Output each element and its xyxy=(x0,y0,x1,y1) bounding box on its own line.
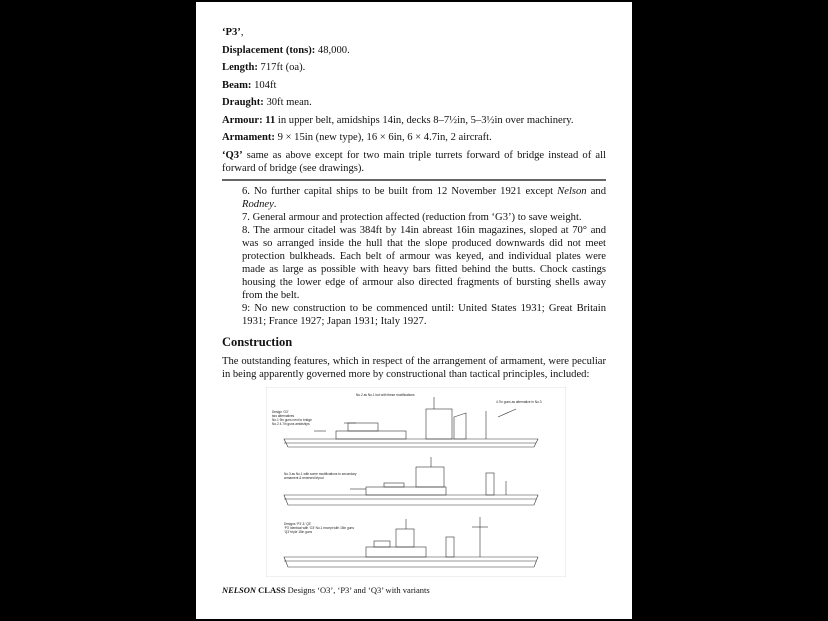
figure-label: No.1 9in guns next to bridge xyxy=(272,417,312,422)
note-6: 6. No further capital ships to be built from 12 November 1921 except Nelson and Rodney. xyxy=(242,185,606,210)
spec-line: Beam: 104ft xyxy=(222,79,277,91)
figure-label: Design ‘O3’ xyxy=(272,409,289,414)
spec-line: Length: 717ft (oa). xyxy=(222,62,306,73)
ship-drawings-figure xyxy=(266,387,566,577)
specifications xyxy=(222,26,606,175)
note-9: 9: No new construction to be commenced until: United States 1931; Great Britain 1931; France 1927; Japan 1931; Italy 1927. xyxy=(242,302,606,327)
ship-drawings xyxy=(266,387,566,577)
note-7: 7. General armour and protection affected (reduction from ‘G3’) to save weight. xyxy=(242,211,582,223)
spec-line: ‘Q3’ same as above except for two main triple turrets forward of bridge instead of all forward of bridge (see drawings). xyxy=(222,149,606,174)
figure-label: armament & reversed tripod xyxy=(284,475,324,480)
spec-line: Armour: 11 in upper belt, amidships 14in, decks 8–7½in, 5–3½in over machinery. xyxy=(222,114,574,126)
spec-line: Displacement (tons): 48,000. xyxy=(222,44,350,56)
spec-line: Armament: 9 × 15in (new type), 16 × 6in, 6 × 4.7in, 2 aircraft. xyxy=(222,132,492,143)
section-heading: Construction xyxy=(222,334,293,349)
construction-paragraph: The outstanding features, which in respect of the arrangement of armament, were peculiar in being apparently governed more by constructional than tactical principles, included: xyxy=(222,355,606,380)
figure-caption: NELSON CLASS Designs ‘O3’, ‘P3’ and ‘Q3’ with variants xyxy=(222,584,430,595)
figure-label: Designs ‘P3’ & ‘Q3’ xyxy=(284,521,312,526)
spec-line: Draught: 30ft mean. xyxy=(222,97,312,108)
figure-label: 4.7in guns as alternative in No.3 xyxy=(496,399,542,404)
figure-label: ‘Q3’ triple 15in guns xyxy=(284,529,313,534)
note-8: 8. The armour citadel was 384ft by 14in abreast 16in magazines, sloped at 70° and was so arranged inside the hull that the slope produced downwards did not meet protection bulkheads. Each belt of armour was keyed, and individual plates were made as large as possible with heavy bars fitted behind the butts. Chock castings housing the lower edge of armour also directed fragments of bursting shells away from the belt. xyxy=(242,224,606,301)
section-divider xyxy=(222,179,606,181)
spec-line: ‘P3’, xyxy=(222,27,244,38)
figure-label: No.2 4.7in guns amidships xyxy=(272,421,310,426)
figure-label: ‘P3’ identical with ‘O3’ No.1 except with 15in guns xyxy=(284,525,354,530)
page-content xyxy=(222,26,606,597)
footnotes xyxy=(242,185,606,328)
figure-label: No.3 as No.1 with some modifications to secondary xyxy=(284,471,357,476)
figure-label: two alternatives xyxy=(272,413,295,418)
figure-label: No.2 as No.1 but with these modifications xyxy=(356,392,415,397)
document-page xyxy=(196,2,632,619)
